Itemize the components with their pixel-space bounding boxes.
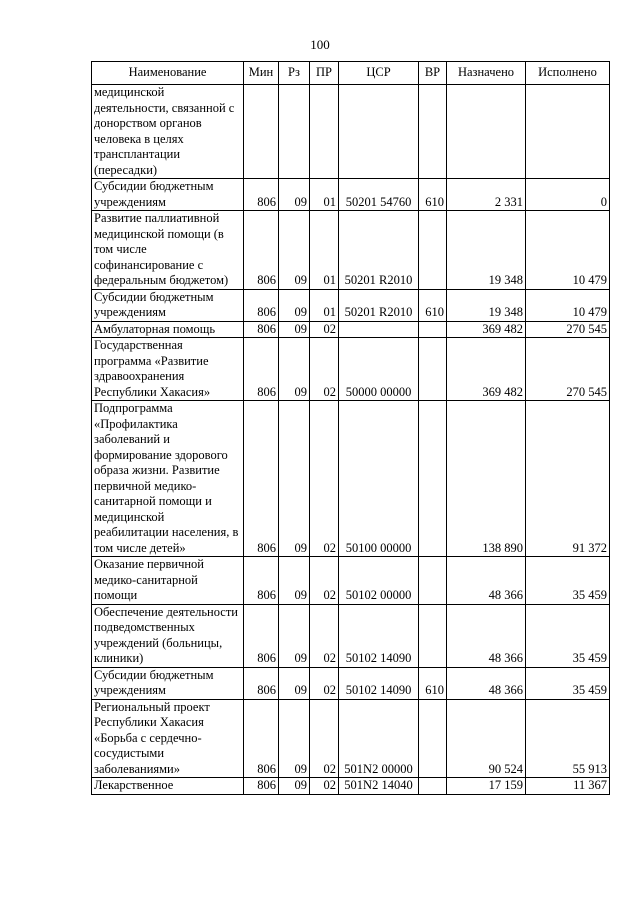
cell-vr [419,699,447,778]
page-number: 100 [310,37,330,52]
cell-assigned: 369 482 [447,338,526,401]
cell-rz: 09 [279,179,310,211]
cell-executed: 10 479 [526,211,610,290]
cell-rz: 09 [279,778,310,795]
cell-name: Субсидии бюджетным учреждениям [92,289,244,321]
cell-vr [419,604,447,667]
cell-vr [419,321,447,338]
cell-assigned: 48 366 [447,667,526,699]
cell-csr: 50201 54760 [339,179,419,211]
cell-assigned: 17 159 [447,778,526,795]
cell-vr: 610 [419,289,447,321]
cell-pr: 02 [310,557,339,605]
table-row [92,338,610,401]
cell-vr [419,401,447,557]
cell-rz: 09 [279,699,310,778]
cell-min [244,85,279,179]
cell-csr: 50000 00000 [339,338,419,401]
header-vr: ВР [419,62,447,85]
cell-executed: 270 545 [526,338,610,401]
cell-name: медицинской деятельности, связанной с донорством органов человека в целях трансплантации (пересадки) [92,85,244,179]
cell-name: Оказание первичной медико-санитарной помощи [92,557,244,605]
cell-pr: 02 [310,778,339,795]
table-row [92,211,610,290]
table-row [92,699,610,778]
header-rz: Рз [279,62,310,85]
cell-pr: 01 [310,211,339,290]
cell-executed [526,85,610,179]
cell-executed: 11 367 [526,778,610,795]
cell-min: 806 [244,338,279,401]
cell-executed: 10 479 [526,289,610,321]
cell-min: 806 [244,778,279,795]
cell-csr: 50102 00000 [339,557,419,605]
cell-csr: 50102 14090 [339,667,419,699]
cell-csr: 50201 R2010 [339,289,419,321]
cell-pr: 02 [310,321,339,338]
cell-rz: 09 [279,289,310,321]
cell-assigned: 48 366 [447,604,526,667]
header-min: Мин [244,62,279,85]
cell-min: 806 [244,557,279,605]
header-csr: ЦСР [339,62,419,85]
cell-rz: 09 [279,211,310,290]
table-row [92,85,610,179]
header-assigned: Назначено [447,62,526,85]
cell-assigned: 138 890 [447,401,526,557]
cell-pr [310,85,339,179]
cell-csr: 50102 14090 [339,604,419,667]
cell-rz: 09 [279,604,310,667]
header-pr: ПР [310,62,339,85]
cell-min: 806 [244,179,279,211]
table-row [92,401,610,557]
cell-assigned: 90 524 [447,699,526,778]
cell-vr: 610 [419,179,447,211]
cell-assigned: 48 366 [447,557,526,605]
cell-csr: 50100 00000 [339,401,419,557]
cell-assigned: 19 348 [447,289,526,321]
cell-executed: 270 545 [526,321,610,338]
cell-csr [339,321,419,338]
cell-name: Государственная программа «Развитие здравоохранения Республики Хакасия» [92,338,244,401]
cell-min: 806 [244,211,279,290]
table-row [92,778,610,795]
cell-rz: 09 [279,667,310,699]
cell-name: Обеспечение деятельности подведомственных учреждений (больницы, клиники) [92,604,244,667]
cell-assigned: 2 331 [447,179,526,211]
cell-vr [419,85,447,179]
budget-table [91,61,610,795]
cell-name: Региональный проект Республики Хакасия «Борьба с сердечно-сосудистыми заболеваниями» [92,699,244,778]
table-row [92,321,610,338]
cell-name: Лекарственное [92,778,244,795]
table-row [92,557,610,605]
cell-min: 806 [244,289,279,321]
cell-executed: 35 459 [526,604,610,667]
header-executed: Исполнено [526,62,610,85]
cell-name: Подпрограмма «Профилактика заболеваний и формирование здорового образа жизни. Развитие первичной медико-санитарной помощи и медицинской реабилитации населения, в том числе детей» [92,401,244,557]
cell-executed: 35 459 [526,557,610,605]
cell-vr [419,778,447,795]
cell-min: 806 [244,401,279,557]
cell-min: 806 [244,604,279,667]
cell-csr: 50201 R2010 [339,211,419,290]
cell-vr [419,557,447,605]
cell-pr: 02 [310,699,339,778]
header-name: Наименование [92,62,244,85]
cell-executed: 55 913 [526,699,610,778]
cell-rz: 09 [279,321,310,338]
cell-rz: 09 [279,401,310,557]
cell-pr: 02 [310,338,339,401]
table-row [92,604,610,667]
cell-min: 806 [244,699,279,778]
cell-name: Развитие паллиативной медицинской помощи (в том числе софинансирование с федеральным бюджетом) [92,211,244,290]
table-header-row [92,62,610,85]
cell-pr: 01 [310,289,339,321]
cell-min: 806 [244,667,279,699]
cell-rz: 09 [279,338,310,401]
cell-name: Субсидии бюджетным учреждениям [92,179,244,211]
cell-vr: 610 [419,667,447,699]
cell-min: 806 [244,321,279,338]
cell-executed: 35 459 [526,667,610,699]
cell-pr: 02 [310,401,339,557]
cell-csr: 501N2 00000 [339,699,419,778]
table-row [92,667,610,699]
cell-name: Амбулаторная помощь [92,321,244,338]
cell-vr [419,338,447,401]
cell-csr: 501N2 14040 [339,778,419,795]
cell-csr [339,85,419,179]
cell-assigned: 369 482 [447,321,526,338]
cell-pr: 02 [310,667,339,699]
cell-pr: 01 [310,179,339,211]
table-row [92,179,610,211]
cell-executed: 91 372 [526,401,610,557]
cell-rz [279,85,310,179]
cell-vr [419,211,447,290]
cell-rz: 09 [279,557,310,605]
cell-name: Субсидии бюджетным учреждениям [92,667,244,699]
cell-executed: 0 [526,179,610,211]
cell-pr: 02 [310,604,339,667]
cell-assigned: 19 348 [447,211,526,290]
table-row [92,289,610,321]
cell-assigned [447,85,526,179]
